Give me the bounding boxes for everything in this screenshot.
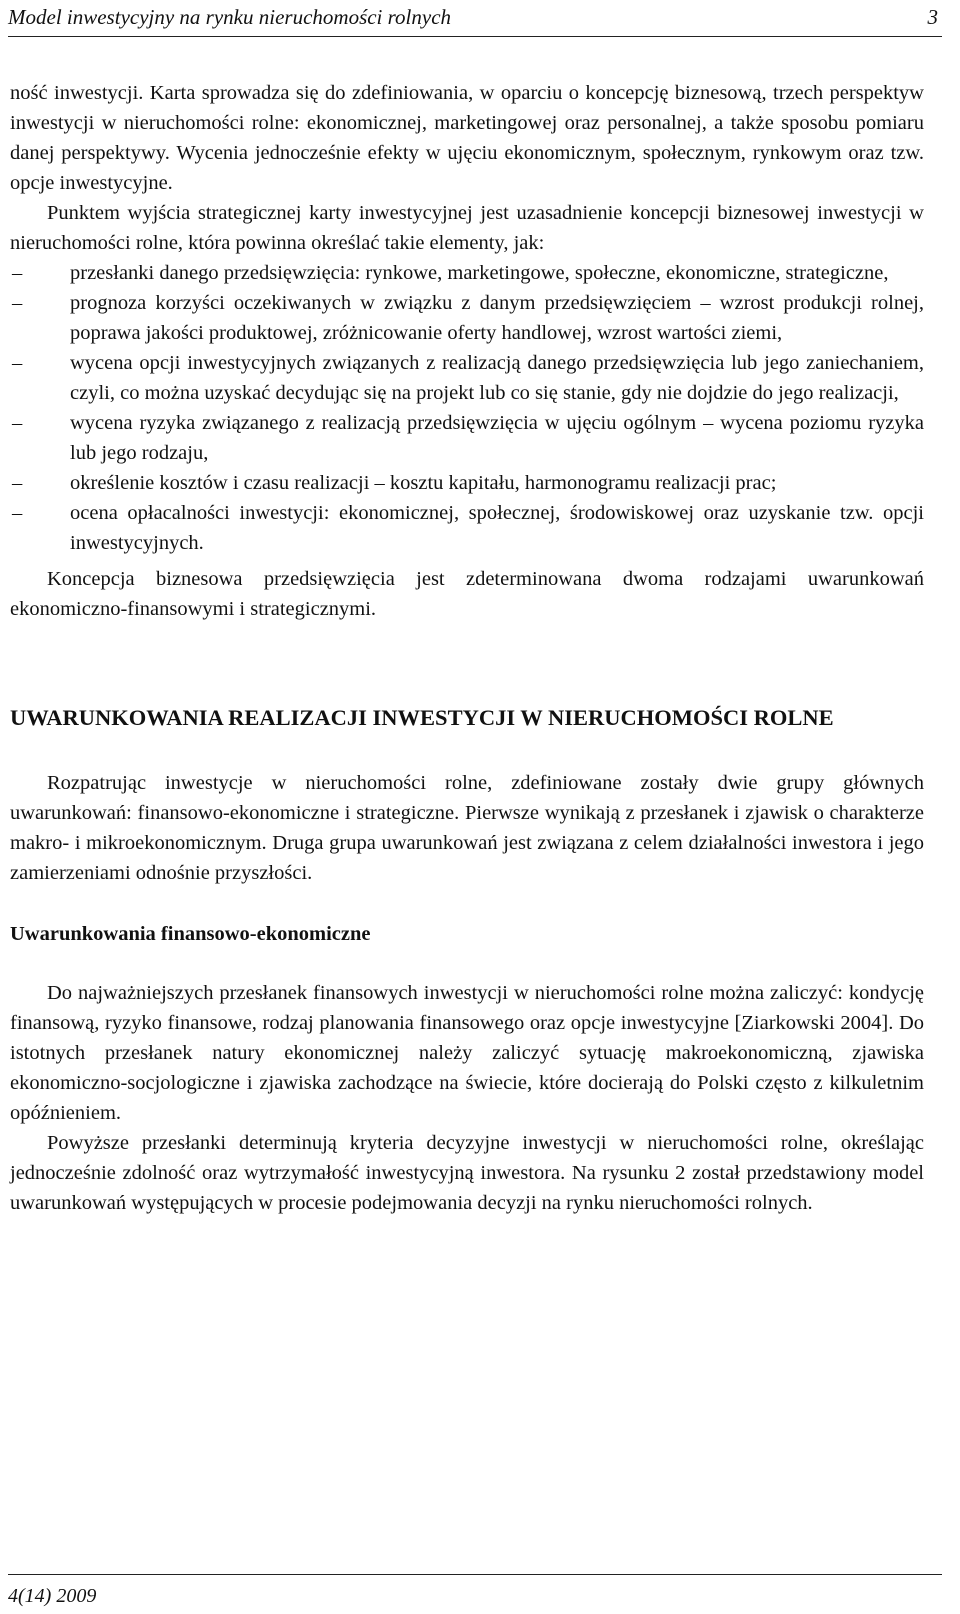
issue-number: 4(14) 2009 xyxy=(8,1585,97,1607)
section-paragraph: Rozpatrując inwestycje w nieruchomości rolne, zdefiniowane zostały dwie grupy głównych uwarunkowań: finansowo-ekonomiczne i strategiczne. Pierwsze wynikają z przesłanek i zjawisk o charakterze makro- i mikroekonomicznym. Druga grupa uwarunkowań jest związana z celem działalności inwestora i jego zamierzeniami odnośnie przyszłości. xyxy=(10,772,924,884)
list-item xyxy=(10,288,924,348)
running-header xyxy=(8,2,942,37)
list-item-text: prognoza korzyści oczekiwanych w związku z danym przedsięwzięciem – wzrost produkcji rolnej, poprawa jakości produktowej, zróżnicowanie oferty handlowej, wzrost wartości ziemi, xyxy=(70,292,924,344)
list-item-text: wycena opcji inwestycyjnych związanych z realizacją danego przedsięwzięcia lub jego zaniechaniem, czyli, co można uzyskać decydując się na projekt lub co się stanie, gdy nie dojdzie do jego realizacji, xyxy=(70,352,924,404)
section-heading: UWARUNKOWANIA REALIZACJI INWESTYCJI W NIERUCHOMOŚCI ROLNE xyxy=(10,705,834,730)
list-item-text: przesłanki danego przedsięwzięcia: rynkowe, marketingowe, społeczne, ekonomiczne, strategiczne, xyxy=(70,262,889,284)
concept-paragraph: Koncepcja biznesowa przedsięwzięcia jest zdeterminowana dwoma rodzajami uwarunkowań ekonomiczno-finansowymi i strategicznymi. xyxy=(10,568,924,620)
list-dash: – xyxy=(12,262,23,284)
list-item-text: ocena opłacalności inwestycji: ekonomicznej, społecznej, środowiskowej oraz uzyskanie tzw. opcji inwestycyjnych. xyxy=(70,502,924,554)
list-dash: – xyxy=(12,352,23,374)
running-footer xyxy=(8,1574,942,1609)
subsection-paragraph-1: Do najważniejszych przesłanek finansowych inwestycji w nieruchomości rolne można zaliczyć: kondycję finansową, ryzyko finansowe, rodzaj planowania finansowego oraz opcje inwestycyjne [Ziarkowski 2004]. Do istotnych przesłanek natury ekonomicznej należy zaliczyć sytuację makroekonomiczną, zjawiska ekonomiczno-socjologiczne i zjawiska zachodzące na świecie, które docierają do Polski często z kilkuletnim opóźnieniem. xyxy=(10,982,924,1124)
list-item xyxy=(10,258,924,288)
subsection-paragraph-2: Powyższe przesłanki determinują kryteria decyzyjne inwestycji w nieruchomości rolne, określając jednocześnie zdolność oraz wytrzymałość inwestycyjną inwestora. Na rysunku 2 został przedstawiony model uwarunkowań występujących w procesie podejmowania decyzji na rynku nieruchomości rolnych. xyxy=(10,1132,924,1214)
list-item xyxy=(10,408,924,468)
list-dash: – xyxy=(12,292,23,314)
page-number: 3 xyxy=(927,5,938,29)
subsection-heading: Uwarunkowania finansowo-ekonomiczne xyxy=(10,923,371,945)
list-item xyxy=(10,348,924,408)
running-title: Model inwestycyjny na rynku nieruchomości rolnych xyxy=(8,5,452,29)
intro-paragraph-2: Punktem wyjścia strategicznej karty inwestycyjnej jest uzasadnienie koncepcji biznesowej inwestycji w nieruchomości rolne, która powinna określać takie elementy, jak: xyxy=(10,202,924,254)
list-item xyxy=(10,498,924,558)
body-text xyxy=(10,78,924,1218)
list-item-text: określenie kosztów i czasu realizacji – kosztu kapitału, harmonogramu realizacji prac; xyxy=(70,472,777,494)
list-dash: – xyxy=(12,412,23,434)
list-dash: – xyxy=(12,502,23,524)
requirements-list xyxy=(10,258,924,558)
list-item xyxy=(10,468,924,498)
list-item-text: wycena ryzyka związanego z realizacją przedsięwzięcia w ujęciu ogólnym – wycena poziomu ryzyka lub jego rodzaju, xyxy=(70,412,924,464)
list-dash: – xyxy=(12,472,23,494)
intro-paragraph-1: ność inwestycji. Karta sprowadza się do zdefiniowania, w oparciu o koncepcję biznesową, trzech perspektyw inwestycji w nieruchomości rolne: ekonomicznej, marketingowej oraz personalnej, a także sposobu pomiaru danej perspektywy. Wycenia jednocześnie efekty w ujęciu ekonomicznym, społecznym, rynkowym oraz tzw. opcje inwestycyjne. xyxy=(10,82,924,194)
